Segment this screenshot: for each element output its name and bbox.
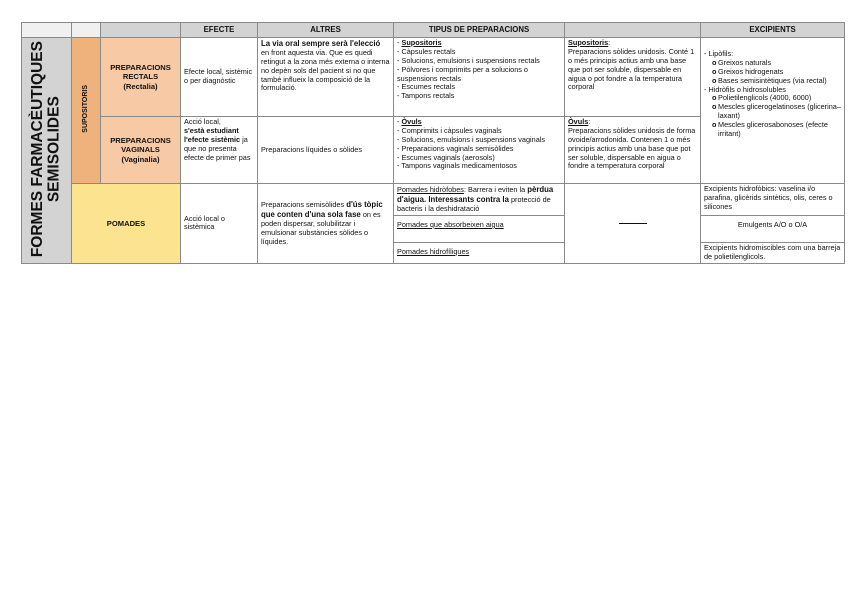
vaginals-name: PREPARACIONS VAGINALS (Vaginalia) bbox=[101, 117, 181, 184]
header-excipients: EXCIPIENTS bbox=[701, 23, 845, 38]
vaginals-altres: Preparacions líquides o sòlides bbox=[258, 117, 394, 184]
list-item: - Solucions, emulsions i suspensions vaginals bbox=[397, 136, 561, 145]
exc-hidromiscibles: Excipients hidromiscibles com una barreja de polietilenglicols. bbox=[704, 243, 841, 261]
rectals-tipus: - Supositoris - Càpsules rectals - Solucions, emulsions i suspensions rectals - Pólvores i comprimits per a solucions o suspensions rectals - Escumes rectals - Tampons rectals bbox=[394, 38, 565, 117]
pomades-tipus bbox=[394, 184, 565, 264]
hidrofils-list bbox=[704, 94, 841, 138]
list-item: - Solucions, emulsions i suspensions rectals bbox=[397, 57, 561, 66]
side-title-text: FORMES FARMACÈUTIQUES SEMISOLIDES bbox=[29, 40, 63, 258]
pomades-efecte: Acció local o sistèmica bbox=[181, 184, 258, 264]
list-item: - Escumes vaginals (aerosols) bbox=[397, 154, 561, 163]
list-item: - Escumes rectals bbox=[397, 83, 561, 92]
lipofils-list bbox=[704, 59, 841, 86]
list-item: - Càpsules rectals bbox=[397, 48, 561, 57]
list-item: - Pólvores i comprimits per a solucions o suspensions rectals bbox=[397, 66, 561, 84]
list-item: o Greixos hidrogenats bbox=[712, 68, 841, 77]
forms-table bbox=[21, 22, 845, 264]
pomades-definition bbox=[565, 184, 701, 264]
row-rectals bbox=[22, 38, 845, 117]
header-blank bbox=[101, 23, 181, 38]
pomades-name: POMADES bbox=[72, 184, 181, 264]
rectals-tipus-list bbox=[397, 48, 561, 101]
side-title bbox=[22, 38, 72, 264]
supositoris-label: SUPOSITORIS bbox=[72, 38, 101, 184]
header-row bbox=[22, 23, 845, 38]
dash-divider bbox=[619, 223, 647, 224]
exc-emulgents: Emulgents A/O o O/A bbox=[701, 216, 844, 243]
list-item: - Tampons vaginals medicamentosos bbox=[397, 162, 561, 171]
rectals-definition: Supositoris: Preparacions sòlides unidosis. Conté 1 o més principis actius amb una base que pot ser soluble, dispersable en aigua o pot fondre a la temperatura corporal bbox=[565, 38, 701, 117]
row-pomades bbox=[22, 184, 845, 264]
list-item: - Tampons rectals bbox=[397, 92, 561, 101]
list-item: o Polietilenglicols (4000, 6000) bbox=[712, 94, 841, 103]
list-item: o Mescles glicerosabonoses (efecte irritant) bbox=[712, 121, 841, 139]
list-item: o Bases semisintètiques (via rectal) bbox=[712, 77, 841, 86]
header-blank bbox=[72, 23, 101, 38]
pomades-altres: Preparacions semisòlides d'ús tòpic que conten d'una sola fase on es poden dispersar, solubilitzar i emulsionar substàncies sòlides o líquides. bbox=[258, 184, 394, 264]
vaginals-tipus: - Òvuls - Comprimits i càpsules vaginals - Solucions, emulsions i suspensions vaginals - Preparacions vaginals semisòlides - Escumes vaginals (aerosols) - Tampons vaginals medicamentosos bbox=[394, 117, 565, 184]
pomades-hidrofobes: Pomades hidròfobes: Barrera i eviten la pèrdua d'aigua. Interessants contra la protecció de bacteris i la deshidratació bbox=[394, 184, 564, 216]
rectals-altres: La via oral sempre serà l'elecció en front aquesta via. Que es quedi retingut a la zona més externa o interna no depèn sols del pacient si no que també influeix la composició de la formulació. bbox=[258, 38, 394, 117]
rectals-efecte: Efecte local, sistèmic o per diagnòstic bbox=[181, 38, 258, 117]
list-item: - Preparacions vaginals semisòlides bbox=[397, 145, 561, 154]
list-item: o Greixos naturals bbox=[712, 59, 841, 68]
list-item: o Mescles glicerogelatinoses (glicerina–laxant) bbox=[712, 103, 841, 121]
pomades-excipients bbox=[701, 184, 845, 264]
rectals-name: PREPARACIONS RECTALS (Rectalia) bbox=[101, 38, 181, 117]
supositoris-excipients: - Lipòfils: o Greixos naturals o Greixos hidrogenats o Bases semisintètiques (via rectal) - Hidròfils o hidrosolubles o Polietilenglicols (4000, 6000) o Mescles glicerogelatinoses (glicerina–laxant) o Mescles glicerosabonoses (efecte irritant) bbox=[701, 38, 845, 184]
header-blank bbox=[565, 23, 701, 38]
vaginals-definition: Òvuls: Preparacions sòlides unidosis de forma ovoide/arrodonida. Contenen 1 o més principis actius amb una base que pot ser soluble, dispersable en aigua o fondre a temperatura corporal bbox=[565, 117, 701, 184]
pomades-absorbeixen: Pomades que absorbeixen aigua bbox=[394, 216, 564, 243]
vaginals-tipus-list bbox=[397, 127, 561, 171]
list-item: - Comprimits i càpsules vaginals bbox=[397, 127, 561, 136]
pomades-hidrofiliques: Pomades hidrofíliques bbox=[397, 247, 470, 256]
header-altres: ALTRES bbox=[258, 23, 394, 38]
header-blank bbox=[22, 23, 72, 38]
vaginals-efecte: Acció local, s'està estudiant l'efecte sistèmic ja que no presenta efecte de primer pas bbox=[181, 117, 258, 184]
exc-hidrofobes: Excipients hidrofòbics: vaselina i/o parafina, glicèrids sintètics, olis, ceres o silicones bbox=[701, 184, 844, 216]
header-efecte: EFECTE bbox=[181, 23, 258, 38]
header-tipus: TIPUS DE PREPARACIONS bbox=[394, 23, 565, 38]
